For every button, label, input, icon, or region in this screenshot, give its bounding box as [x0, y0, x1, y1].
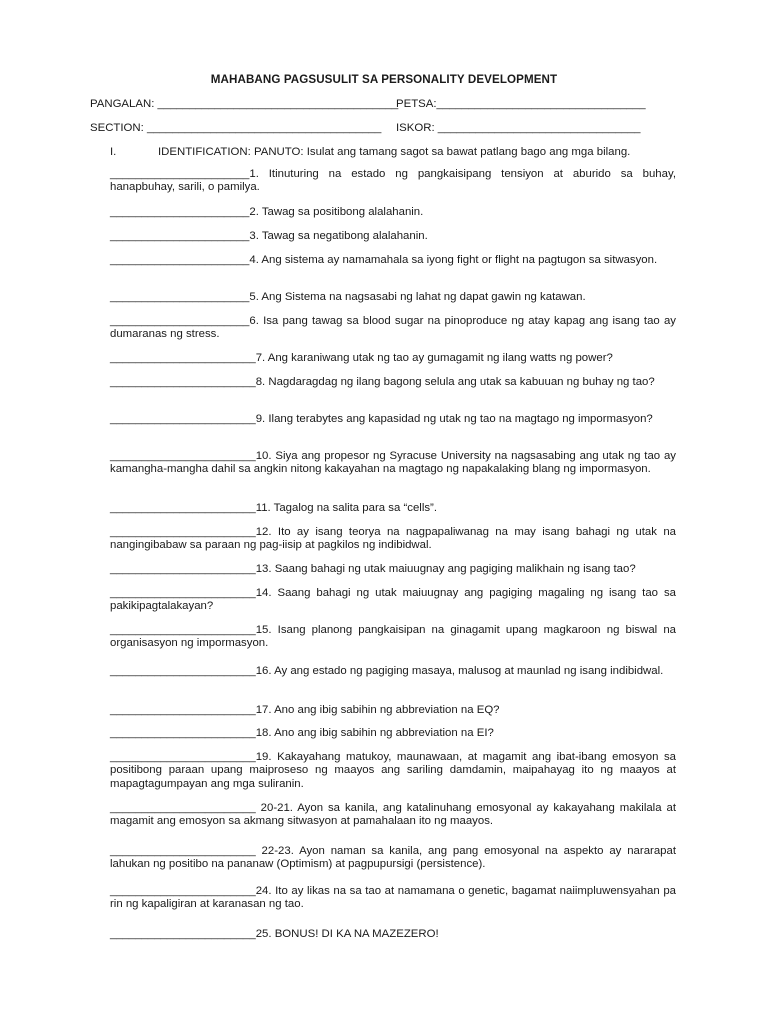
- question-item: _______________________9. Ilang terabytes ang kapasidad ng utak ng tao na magtago ng impormasyon?: [110, 413, 653, 425]
- question-item: ______________________6. Isa pang tawag sa blood sugar na pinoproduce ng atay kapag ang isang tao ay dumaranas ng stress.: [110, 315, 676, 341]
- section-field: SECTION: _____________________________________: [90, 122, 382, 134]
- question-item: _______________________18. Ano ang ibig sabihin ng abbreviation na EI?: [110, 727, 494, 739]
- name-date-row: [90, 98, 670, 112]
- question-item: _______________________7. Ang karaniwang utak ng tao ay gumagamit ng ilang watts ng power?: [110, 352, 613, 364]
- question-item: _______________________ 20-21. Ayon sa kanila, ang katalinuhang emosyonal ay kakayahang makilala at magamit ang emosyon sa akmang sitwasyon at pamahalaan ito ng maayos.: [110, 802, 676, 828]
- instruction-text: IDENTIFICATION: PANUTO: Isulat ang tamang sagot sa bawat patlang bago ang mga bilang.: [158, 146, 631, 158]
- question-item: _______________________10. Siya ang propesor ng Syracuse University na nagsasabing ang utak ng tao ay kamangha-mangha dahil sa angkin nitong kakayahan na magtago ng napakalaking blang ng impormasyon.: [110, 450, 676, 476]
- pangalan-field: PANGALAN: ______________________________________: [90, 98, 399, 110]
- section-score-row: [90, 122, 670, 136]
- question-item: _______________________15. Isang planong pangkaisipan na ginagamit upang magkaroon ng biswal na organisasyon ng impormasyon.: [110, 624, 676, 650]
- petsa-field: PETSA:_________________________________: [396, 98, 646, 110]
- question-item: _______________________12. Ito ay isang teorya na nagpapaliwanag na may isang bahagi ng utak na nangingibabaw sa paraan ng pag-iisip at pagkilos ng indibidwal.: [110, 526, 676, 552]
- question-item: _______________________13. Saang bahagi ng utak maiuugnay ang pagiging malikhain ng isang tao?: [110, 563, 636, 575]
- question-item: _______________________16. Ay ang estado ng pagiging masaya, malusog at maunlad ng isang indibidwal.: [110, 665, 664, 677]
- question-item: _______________________24. Ito ay likas na sa tao at namamana o genetic, bagamat naiimpluwensyahan pa rin ng kapaligiran at karanasan ng tao.: [110, 885, 676, 911]
- question-item: _______________________11. Tagalog na salita para sa “cells”.: [110, 502, 438, 514]
- question-item: _______________________19. Kakayahang matukoy, maunawaan, at magamit ang ibat-ibang emosyon sa positibong paraan upang maiproseso ng maayos ang sariling damdamin, maipahayag ito ng maayos at mapagtagumpayan ang mga suliranin.: [110, 751, 676, 790]
- question-item: ______________________4. Ang sistema ay namamahala sa iyong fight or flight na pagtugon sa sitwasyon.: [110, 254, 658, 266]
- question-item: ______________________3. Tawag sa negatibong alalahanin.: [110, 230, 428, 242]
- question-item: _______________________14. Saang bahagi ng utak maiuugnay ang pagiging magaling ng isang tao sa pakikipagtalakayan?: [110, 587, 676, 613]
- question-item: ______________________1. Itinuturing na estado ng pangkaisipang tensiyon at aburido sa buhay, hanapbuhay, sarili, o pamilya.: [110, 168, 676, 194]
- exam-title: MAHABANG PAGSUSULIT SA PERSONALITY DEVELOPMENT: [210, 73, 558, 86]
- question-item: ______________________2. Tawag sa positibong alalahanin.: [110, 206, 424, 218]
- question-item: _______________________25. BONUS! DI KA NA MAZEZERO!: [110, 928, 439, 940]
- iskor-field: ISKOR: ________________________________: [396, 122, 641, 134]
- question-item: _______________________17. Ano ang ibig sabihin ng abbreviation na EQ?: [110, 704, 500, 716]
- question-item: ______________________5. Ang Sistema na nagsasabi ng lahat ng dapat gawin ng katawan.: [110, 291, 586, 303]
- question-item: _______________________ 22-23. Ayon naman sa kanila, ang pang emosyonal na aspekto ay nararapat lahukan ng positibo na pananaw (Optimism) at pagpupursigi (persistence).: [110, 845, 676, 871]
- question-item: _______________________8. Nagdaragdag ng ilang bagong selula ang utak sa kabuuan ng buhay ng tao?: [110, 376, 655, 388]
- instruction-number: I.: [110, 146, 117, 158]
